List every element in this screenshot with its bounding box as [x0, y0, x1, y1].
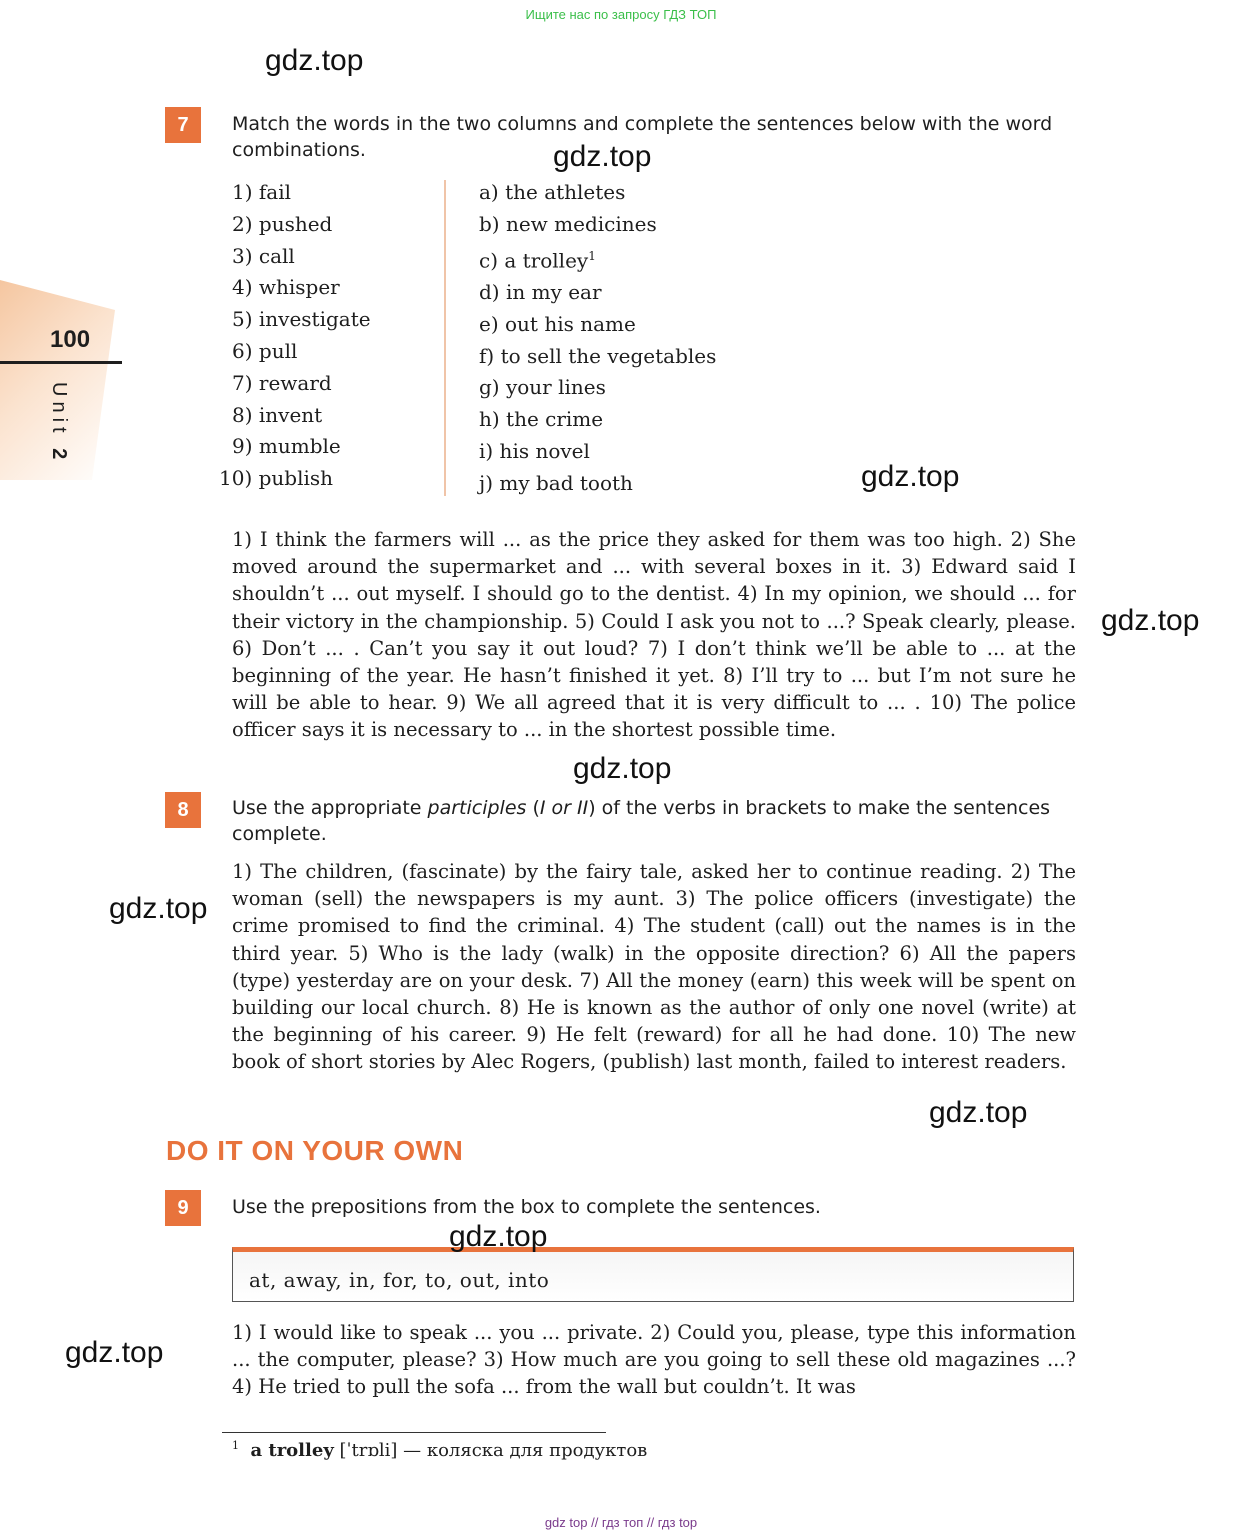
footnote-transcription: [ˈtrɒli]	[339, 1440, 398, 1461]
footnote-translation: — коляска для продуктов	[403, 1440, 648, 1461]
right-item: b) new medicines	[479, 211, 657, 236]
section-heading: DO IT ON YOUR OWN	[166, 1135, 464, 1166]
unit-word: Unit	[48, 382, 70, 438]
left-item: 5) investigate	[232, 307, 371, 332]
watermark: gdz.top	[573, 752, 672, 785]
watermark: gdz.top	[109, 892, 208, 925]
right-item: i) his novel	[479, 439, 590, 464]
watermark: gdz.top	[1101, 604, 1200, 637]
exercise-8-number: 8	[165, 792, 201, 828]
right-item: d) in my ear	[479, 280, 602, 305]
left-item: 3) call	[232, 243, 295, 268]
exercise-7-text: 1) I think the farmers will ... as the price they asked for them was too high. 2) She moved around the supermarket and ... with several boxes in it. 3) Edward said I shouldn’t ... out myself. I should go to the dentist. 4) In my opinion, we should ... for their victory in the championship. 5) Could I ask you not to ...? Speak clearly, please. 6) Don’t ... . Can’t you say it out loud? 7) I don’t think we’ll be able to ... at the beginning of the year. He hasn’t finished it yet. 8) I’ll try to ... but I’m not sure he will be able to hear. 9) We all agreed that it is very difficult to ... . 10) The police officer says it is necessary to ... in the shortest possible time.	[232, 528, 1076, 742]
right-item: e) out his name	[479, 311, 636, 336]
right-item: a) the athletes	[479, 180, 626, 204]
exercise-8-instruction: Use the appropriate participles (I or II) of the verbs in brackets to make the sentences complete.	[232, 797, 1051, 845]
right-item: j) my bad tooth	[479, 470, 633, 495]
exercise-9-instruction: Use the prepositions from the box to complete the sentences.	[232, 1196, 821, 1218]
unit-label	[44, 382, 70, 464]
prepositions-box	[232, 1247, 1074, 1302]
exercise-7-right-column	[479, 177, 779, 500]
top-banner: Ищите нас по запросу ГДЗ ТОП	[525, 7, 717, 22]
exercise-9-text: 1) I would like to speak ... you ... private. 2) Could you, please, type this information ... the computer, please? 3) How much are you going to sell these old magazines ...? 4) He tried to pull the sofa ... from the wall but couldn’t. It was	[232, 1321, 1076, 1398]
right-item: h) the crime	[479, 407, 604, 432]
footnote-number: 1	[232, 1439, 239, 1452]
footnote	[232, 1439, 647, 1461]
left-item: 2) pushed	[232, 211, 333, 236]
footnote-rule	[222, 1432, 606, 1433]
watermark: gdz.top	[553, 140, 652, 173]
left-item: 1) fail	[232, 180, 292, 204]
unit-number: 2	[48, 448, 70, 465]
right-item: g) your lines	[479, 375, 606, 400]
right-item-trolley: c) a trolley$^1$	[479, 248, 596, 273]
left-item: 8) invent	[232, 402, 323, 427]
bottom-banner: gdz top // гдз топ // гдз top	[544, 1515, 698, 1530]
left-item: 4) whisper	[232, 275, 340, 300]
exercise-7-number: 7	[165, 107, 201, 143]
footnote-term: a trolley	[250, 1440, 334, 1461]
exercise-7-left-column	[219, 177, 419, 495]
footnote-marker: 1	[588, 248, 596, 263]
left-item: 9) mumble	[232, 434, 341, 459]
watermark: gdz.top	[449, 1220, 548, 1253]
watermark: gdz.top	[929, 1096, 1028, 1129]
watermark: gdz.top	[65, 1336, 164, 1369]
page-number: 100	[50, 326, 91, 353]
left-item: 10) publish	[219, 466, 334, 491]
exercise-8-text: 1) The children, (fascinate) by the fairy tale, asked her to continue reading. 2) The woman (sell) the newspapers is my aunt. 3) The police officers (investigate) the crime promised to find the criminal. 4) The student (call) out the names is in the third year. 5) Who is the lady (walk) in the opposite direction? 6) All the papers (type) yesterday are on your desk. 7) All the money (earn) this week will be spent on building our local church. 8) He is known as the author of only one novel (write) at the beginning of his career. 9) He felt (reward) for all he had done. 10) The new book of short stories by Alec Rogers, (publish) last month, failed to interest readers.	[232, 860, 1076, 1074]
left-item: 6) pull	[232, 338, 298, 363]
exercise-9-number: 9	[165, 1190, 201, 1226]
prepositions-box-text: at, away, in, for, to, out, into	[249, 1268, 550, 1292]
watermark: gdz.top	[265, 44, 364, 77]
exercise-7-instruction: Match the words in the two columns and complete the sentences below with the word combinations.	[232, 113, 1053, 161]
column-divider	[444, 180, 446, 496]
watermark: gdz.top	[861, 460, 960, 493]
left-item: 7) reward	[232, 370, 332, 395]
page-number-rule	[0, 361, 122, 364]
right-item: f) to sell the vegetables	[479, 343, 717, 368]
